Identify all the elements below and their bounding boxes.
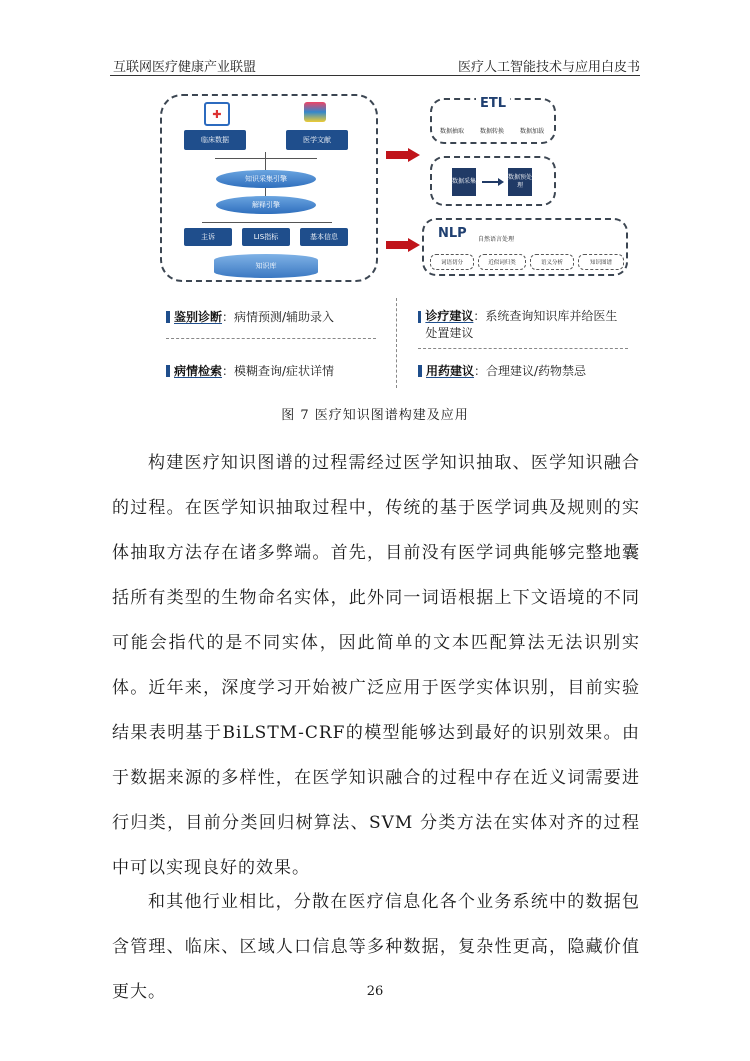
caption-differential-diagnosis bbox=[166, 308, 334, 325]
connector bbox=[265, 152, 266, 170]
module-lis: LIS指标 bbox=[242, 228, 290, 246]
caption-treatment-advice bbox=[418, 308, 628, 342]
caption-condition-search bbox=[166, 362, 334, 379]
header-right: 医疗人工智能技术与应用白皮书 bbox=[457, 60, 640, 75]
hospital-icon: ✚ bbox=[204, 102, 230, 126]
caption-marker bbox=[418, 311, 421, 323]
knowledge-acquisition-engine: 知识采集引擎 bbox=[216, 170, 316, 188]
module-basic-info: 基本信息 bbox=[300, 228, 348, 246]
nlp-item: 近似词归类 bbox=[478, 254, 526, 270]
nlp-item: 语义分析 bbox=[530, 254, 574, 270]
page-number: 26 bbox=[366, 984, 384, 999]
arrow-right-icon bbox=[482, 178, 504, 186]
etl-item: 数据抽取 bbox=[440, 128, 465, 135]
arrow-right-icon bbox=[386, 238, 420, 252]
caption-text: ：模糊查询/症状详情 bbox=[222, 364, 335, 378]
nlp-item: 词语切分 bbox=[430, 254, 474, 270]
data-preprocessing: 数据预处理 bbox=[508, 168, 532, 196]
caption-text: ：系统查询知识库并给医生处置建议 bbox=[425, 309, 618, 340]
nlp-title: NLP bbox=[434, 226, 471, 241]
caption-text: ：病情预测/辅助录入 bbox=[222, 310, 335, 324]
caption-marker bbox=[418, 365, 422, 377]
etl-title: ETL bbox=[476, 96, 510, 111]
caption-label: 病情检索 bbox=[174, 364, 223, 378]
etl-panel bbox=[430, 98, 556, 144]
etl-item: 数据转换 bbox=[480, 128, 505, 135]
interpretation-engine: 解释引擎 bbox=[216, 196, 316, 214]
caption-marker bbox=[166, 311, 170, 323]
body-paragraph: 构建医疗知识图谱的过程需经过医学知识抽取、医学知识融合的过程。在医学知识抽取过程中，传统的基于医学词典及规则的实体抽取方法存在诸多弊端。首先，目前没有医学词典能够完整地囊括所有类型的生物命名实体，此外同一词语根据上下文语境的不同可能会指代的是不同实体，因此简单的文本匹配算法无法识别实体。近年来，深度学习开始被广泛应用于医学实体识别，目前实验结果表明基于BiLSTM-CRF的模型能够达到最好的识别效果。由于数据来源的多样性，在医学知识融合的过程中存在近义词需要进行归类，目前分类回归树算法、SVM 分类方法在实体对齐的过程中可以实现良好的效果。 bbox=[112, 453, 640, 878]
header-rule bbox=[110, 75, 640, 76]
caption-label: 诊疗建议 bbox=[425, 309, 474, 323]
data-collection: 数据采集 bbox=[452, 168, 476, 196]
divider bbox=[166, 338, 376, 339]
etl-flow-panel bbox=[430, 156, 556, 206]
connector bbox=[202, 222, 332, 223]
caption-text: ：合理建议/药物禁忌 bbox=[474, 364, 587, 378]
caption-label: 鉴别诊断 bbox=[174, 310, 223, 324]
etl-item: 数据加载 bbox=[520, 128, 545, 135]
connector bbox=[265, 188, 266, 196]
source-literature: 医学文献 bbox=[286, 130, 348, 150]
caption-medication-advice bbox=[418, 362, 586, 379]
nlp-subtitle: 自然语言处理 bbox=[478, 236, 515, 243]
knowledge-graph-figure bbox=[160, 88, 630, 388]
header-left: 互联网医疗健康产业联盟 bbox=[113, 60, 257, 75]
source-clinical: 临床数据 bbox=[184, 130, 246, 150]
arrow-right-icon bbox=[386, 148, 420, 162]
connector bbox=[215, 158, 317, 159]
body-paragraph: 和其他行业相比，分散在医疗信息化各个业务系统中的数据包含管理、临床、区域人口信息等多种数据，复杂性更高，隐藏价值更大。 bbox=[112, 892, 640, 1002]
nlp-item: 知识图谱 bbox=[578, 254, 624, 270]
caption-marker bbox=[166, 365, 170, 377]
books-icon bbox=[304, 102, 326, 122]
figure-caption: 图 7 医疗知识图谱构建及应用 bbox=[281, 408, 469, 423]
knowledge-base-cylinder: 知识库 bbox=[214, 254, 318, 278]
knowledge-engine-panel bbox=[160, 94, 378, 282]
nlp-panel bbox=[422, 218, 628, 276]
divider bbox=[396, 298, 397, 388]
caption-label: 用药建议 bbox=[426, 364, 475, 378]
module-complaint: 主诉 bbox=[184, 228, 232, 246]
divider bbox=[418, 348, 628, 349]
